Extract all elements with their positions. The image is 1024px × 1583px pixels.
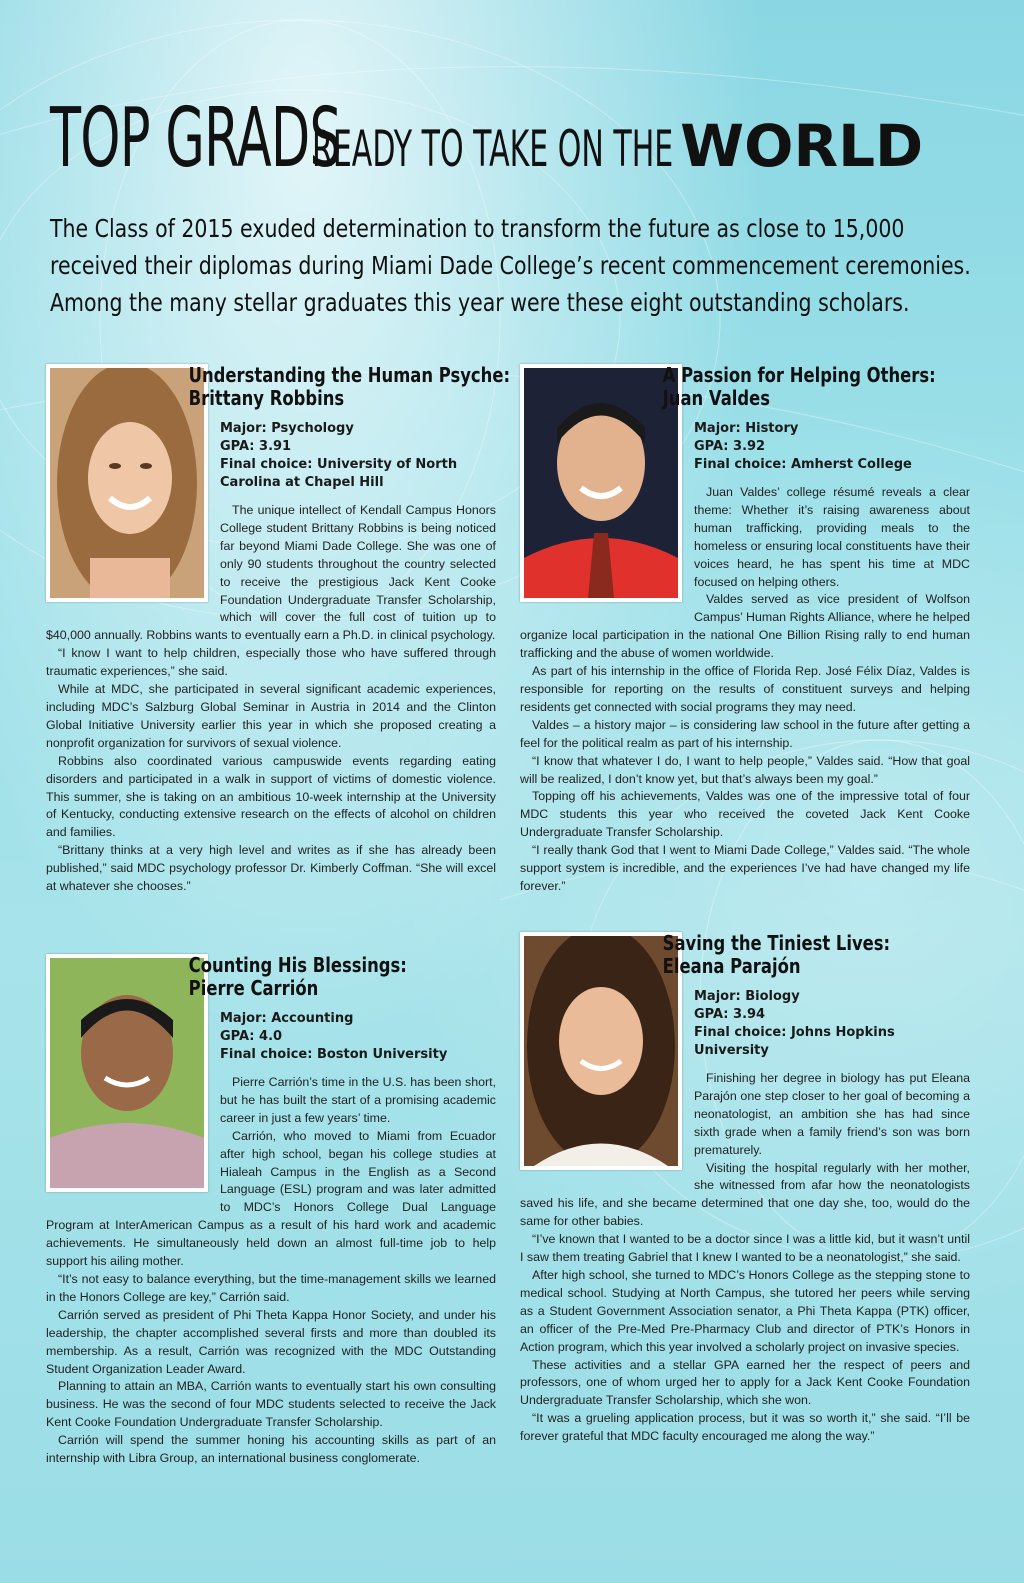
- headline-top-grads: TOP GRADS: [50, 91, 342, 186]
- title-name: Brittany Robbins: [188, 386, 345, 410]
- headline-world: WORLD: [680, 112, 924, 180]
- title-name: Juan Valdes: [662, 386, 771, 410]
- body-paragraph: Finishing her degree in biology has put Eleana Parajón one step closer to her goal of becoming a neonatologist, an ambition she has had since sixth grade when a family friend’s son was born prematurely.: [694, 1071, 970, 1157]
- profile-title: [46, 363, 511, 410]
- body-paragraph: Topping off his achievements, Valdes was one of the impressive total of four MDC students this year who received the coveted Jack Kent Cooke Undergraduate Transfer Scholarship.: [520, 789, 970, 840]
- body-paragraph: “Brittany thinks at a very high level and writes as if she has already been published,” said MDC psychology professor Dr. Kimberly Coffman. “She will excel at whatever she chooses.”: [46, 843, 496, 894]
- gpa: GPA: 3.94: [694, 1007, 766, 1022]
- page-header: [50, 91, 1000, 186]
- body-paragraph: Carrión served as president of Phi Theta Kappa Honor Society, and under his leadership, the chapter accomplished several firsts and more than doubled its membership. As a result, Carrión was recognized with the MDC Outstanding Student Organization Leader Award.: [46, 1307, 496, 1376]
- title-line: Counting His Blessings:: [188, 953, 407, 977]
- gpa: GPA: 4.0: [220, 1029, 283, 1044]
- body-paragraph: Valdes served as vice president of Wolfson Campus’ Human Rights Alliance, where he helped organize local participation in the national One Billion Rising rally to end human trafficking and the abuse of women worldwide.: [520, 592, 970, 661]
- body-paragraph: Robbins also coordinated various campuswide events regarding eating disorders and participated in a walk in support of victims of domestic violence. This summer, she is taking on an ambitious 10-week internship at the University of Kentucky, conducting extensive research on the effects of alcohol on children and families.: [46, 753, 496, 840]
- body-paragraph: “I know that whatever I do, I want to help people,” Valdes said. “How that goal will be realized, I don’t know yet, but that’s always been my goal.”: [520, 753, 970, 786]
- profile-title: [520, 932, 889, 978]
- title-line: Understanding the Human Psyche:: [188, 363, 511, 387]
- headline-ready-to-take: READY TO TAKE ON THE: [311, 120, 673, 178]
- profile-title: [520, 363, 936, 410]
- body-paragraph: “It was a grueling application process, but it was so worth it,” she said. “I’ll be forever grateful that MDC faculty encouraged me along the way.”: [520, 1411, 970, 1444]
- title-line: Saving the Tiniest Lives:: [662, 931, 891, 955]
- body-paragraph: Visiting the hospital regularly with her mother, she witnessed from afar how the neonatologists saved his life, and she became determined that one day she, too, would do the same for other babies.: [520, 1160, 970, 1229]
- intro-line: received their diplomas during Miami Dade College’s recent commencement ceremonies.: [50, 251, 971, 280]
- final-choice: Final choice: Boston University: [220, 1047, 448, 1062]
- body-paragraph: “I’ve known that I wanted to be a doctor since I was a little kid, but it wasn’t until I saw them treating Gabriel that I knew I wanted to be a neonatologist,” she said.: [520, 1232, 970, 1265]
- body-paragraph: These activities and a stellar GPA earned her the respect of peers and professors, one of whom urged her to apply for a Jack Kent Cooke Foundation Undergraduate Transfer Scholarship, which she won.: [520, 1357, 970, 1408]
- intro-paragraph: [50, 210, 1010, 321]
- major: Major: Biology: [694, 989, 800, 1004]
- profile-eleana-parajon: [520, 932, 970, 1446]
- body-paragraph: While at MDC, she participated in several significant academic experiences, including MDC’s Salzburg Global Seminar in Austria in 2014 and the Clinton Global Initiative University earlier this year in which she proposed creating a nonprofit organization for survivors of sexual violence.: [46, 682, 496, 750]
- final-choice: Final choice: University of North Carolina at Chapel Hill: [220, 457, 458, 490]
- major: Major: Accounting: [220, 1011, 354, 1026]
- body-paragraph: As part of his internship in the office of Florida Rep. José Félix Díaz, Valdes is responsible for reporting on the results of constituent surveys and helping residents get connected with social programs they may need.: [520, 664, 970, 714]
- profile-brittany-robbins: [46, 363, 511, 896]
- body-paragraph: “I know I want to help children, especially those who have suffered through traumatic experiences,” she said.: [46, 646, 496, 679]
- final-choice: Final choice: Amherst College: [694, 457, 912, 472]
- body-paragraph: Valdes – a history major – is considering law school in the future after getting a feel for the political realm as part of his internship.: [520, 717, 970, 750]
- intro-line: The Class of 2015 exuded determination to transform the future as close to 15,000: [50, 214, 905, 243]
- intro-line: Among the many stellar graduates this year were these eight outstanding scholars.: [50, 288, 910, 317]
- major: Major: Psychology: [220, 421, 354, 436]
- gpa: GPA: 3.92: [694, 439, 766, 454]
- body-paragraph: Pierre Carrión’s time in the U.S. has been short, but he has built the start of a promising academic career in just a few years’ time.: [220, 1075, 496, 1125]
- body-paragraph: Planning to attain an MBA, Carrión wants to eventually start his own consulting business. He was the second of four MDC students selected to receive the Jack Kent Cooke Foundation Undergraduate Transfer Scholarship.: [46, 1379, 496, 1430]
- body-paragraph: After high school, she turned to MDC’s Honors College as the stepping stone to medical school. Studying at North Campus, she tutored her peers while serving as a Student Government Association senator, a Phi Theta Kappa (PTK) officer, an officer of the Pre-Med Pre-Pharmacy Club and director of PTK’s Honors in Action program, which this year involved a scholarly project on invasive species.: [520, 1267, 970, 1354]
- profile-juan-valdes: [520, 364, 970, 896]
- body-paragraph: The unique intellect of Kendall Campus Honors College student Brittany Robbins is being noticed far beyond Miami Dade College. She was one of only 90 students throughout the country selected to receive the prestigious Jack Kent Cooke Foundation Undergraduate Transfer Scholarship, which will cover the full cost of tuition up to $40,000 annually. Robbins wants to eventually earn a Ph.D. in clinical psychology.: [46, 503, 496, 643]
- title-name: Pierre Carrión: [188, 976, 319, 1000]
- profile-pierre-carrion: [46, 954, 496, 1468]
- body-paragraph: “I really thank God that I went to Miami Dade College,” Valdes said. “The whole support system is incredible, and the experiences I’ve had have changed my life forever.”: [520, 843, 970, 893]
- body-paragraph: Carrión, who moved to Miami from Ecuador after high school, began his college studies at Hialeah Campus in the English as a Second Language (ESL) program and was later admitted to MDC’s Honors College Dual Language Program at InterAmerican Campus as a result of his hard work and academic achievements. He simultaneously held down an almost full-time job to help support his ailing mother.: [46, 1128, 496, 1269]
- major: Major: History: [694, 421, 799, 436]
- body-paragraph: Carrión will spend the summer honing his accounting skills as part of an internship with Libra Group, an international business conglomerate.: [46, 1433, 496, 1466]
- title-line: A Passion for Helping Others:: [662, 363, 936, 387]
- body-paragraph: Juan Valdes’ college résumé reveals a clear theme: Whether it’s raising awareness about human trafficking, providing meals to the homeless or ensuring local constituents have their voices heard, he has spent his time at MDC focused on helping others.: [694, 485, 970, 589]
- headline: [50, 91, 1000, 186]
- final-choice: Final choice: Johns Hopkins University: [694, 1025, 895, 1058]
- body-paragraph: “It’s not easy to balance everything, but the time-management skills we learned in the Honors College are key,” Carrión said.: [46, 1271, 496, 1304]
- gpa: GPA: 3.91: [220, 439, 292, 454]
- profile-title: [46, 954, 415, 1000]
- title-name: Eleana Parajón: [662, 954, 801, 978]
